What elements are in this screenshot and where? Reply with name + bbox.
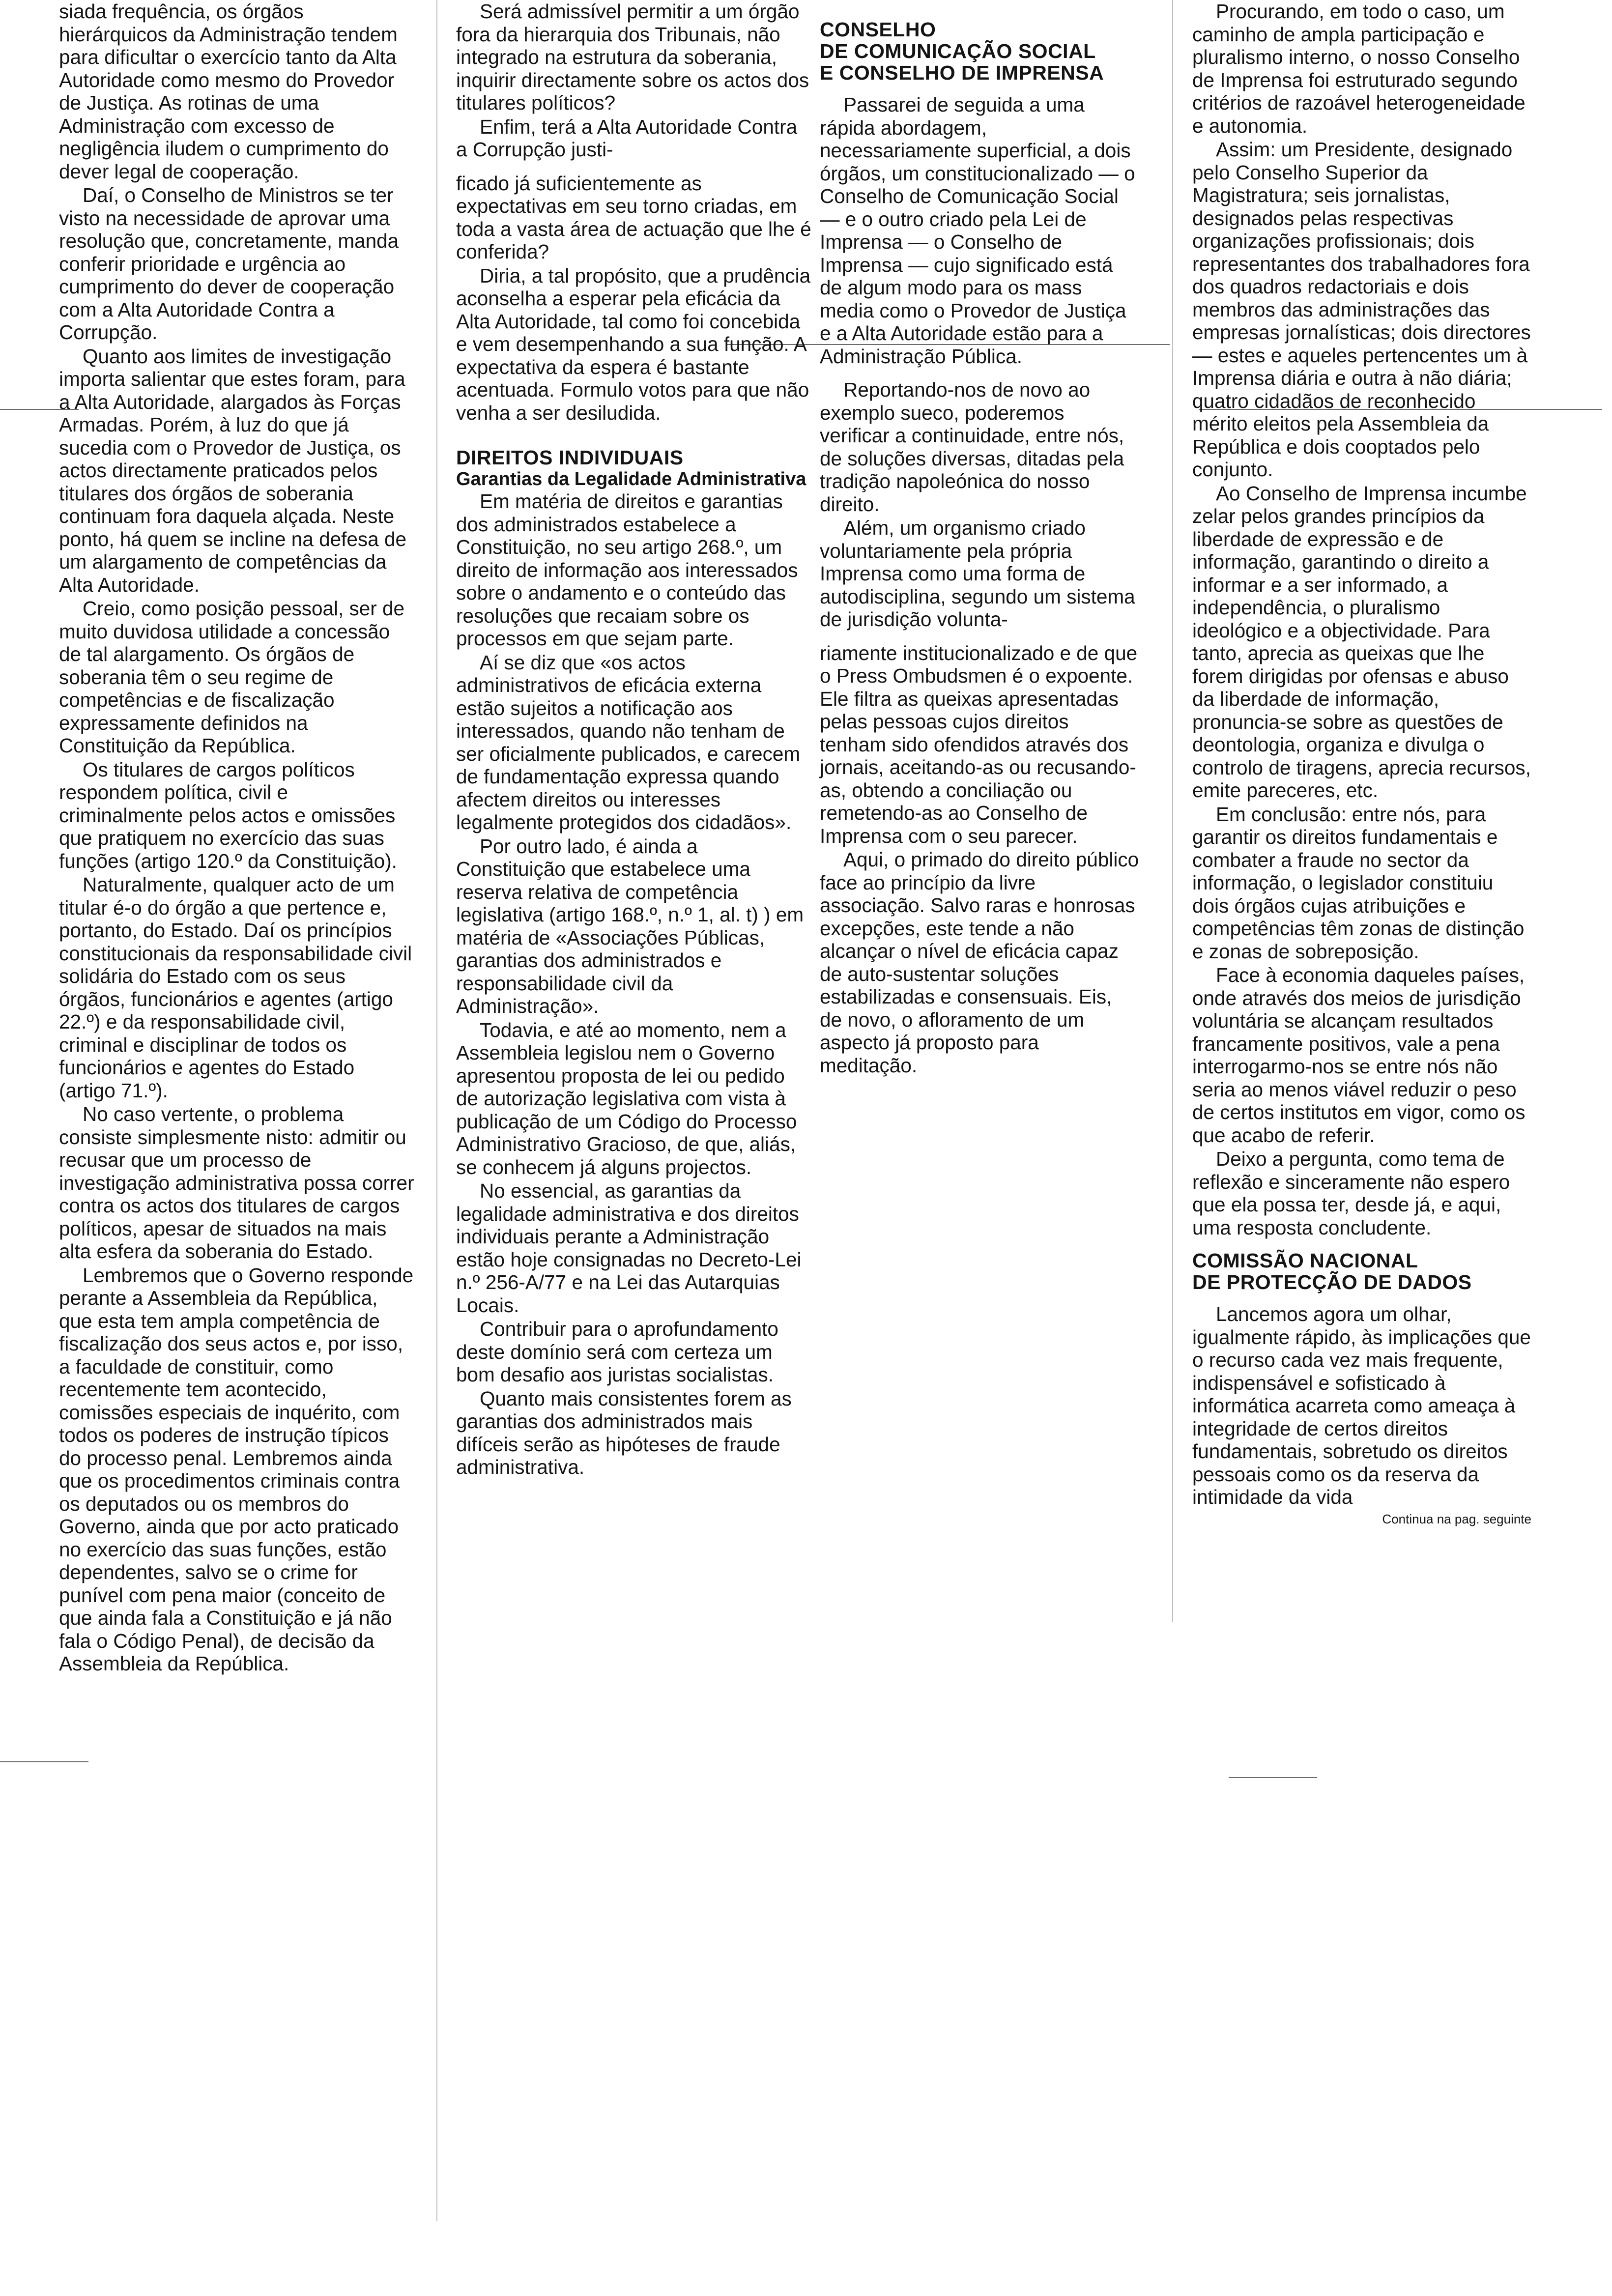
spacer	[456, 425, 812, 447]
paragraph: Além, um organismo criado voluntariamente pela própria Imprensa como uma forma de autodisciplina, segundo um sistema de jurisdição volunta-	[820, 517, 1135, 631]
paragraph: Ao Conselho de Imprensa incumbe zelar pelos grandes princípios da liberdade de expressão e de informação, garantindo o direito a informar e a ser informado, a independência, o pluralismo ideológico e a objectividade. Para tanto, aprecia as queixas que lhe forem dirigidas por ofensas e abuso da liberdade de informação, pronuncia-se sobre as questões de deontologia, organiza e divulga o controlo de tiragens, aprecia recursos, emite pareceres, etc.	[1192, 482, 1531, 802]
section-heading-direitos-individuais: DIREITOS INDIVIDUAIS	[456, 446, 684, 469]
paragraph: Todavia, e até ao momento, nem a Assembleia legislou nem o Governo apresentou proposta de lei ou pedido de autorização legislativa com vista à publicação de um Código do Processo Administrativo Gracioso, de que, aliás, se conhecem já alguns projectos.	[456, 1018, 797, 1178]
column-divider-3	[1172, 0, 1173, 1622]
paragraph: riamente institucionalizado e de que o Press Ombudsmen é o expoente. Ele filtra as queixas apresentadas pelas pessoas cujos direitos tenham sido ofendidos através dos jornais, aceitando-as ou recusando-as, obtendo a conciliação ou remetendo-as ao Conselho de Imprensa com o seu parecer.	[820, 641, 1138, 847]
section-heading-conselho: CONSELHO	[820, 18, 936, 41]
paragraph: Em conclusão: entre nós, para garantir os direitos fundamentais e combater a fraude no sector da informação, o legislador constituiu dois órgãos cujas atribuições e competências têm zonas de distinção e zonas de sobreposição.	[1192, 803, 1525, 963]
paragraph: Contribuir para o aprofundamento deste domínio será com certeza um bom desafio aos juristas socialistas.	[456, 1318, 778, 1386]
paragraph: Passarei de seguida a uma rápida abordagem, necessariamente superficial, a dois órgãos, um constitucionalizado — o Conselho de Comunicação Social — e o outro criado pela Lei de Imprensa — o Conselho de Imprensa — cujo significado está de algum modo para os mass media como o Provedor de Justiça e a Alta Autoridade estão para a Administração Pública.	[820, 93, 1135, 368]
spacer	[820, 84, 1139, 93]
spacer	[1192, 1293, 1531, 1303]
paragraph: Diria, a tal propósito, que a prudência aconselha a esperar pela eficácia da Alta Autoridade, tal como foi concebida e vem desempenhando a sua função. A expectativa da espera é bastante acentuada. Formulo votos para que não venha a ser desiludida.	[456, 264, 811, 424]
column-3	[820, 19, 1139, 1078]
spacer	[820, 632, 1139, 642]
paragraph: Face à economia daqueles países, onde através dos meios de jurisdição voluntária se alcançam resultados francamente positivos, vale a pena interrogarmo-nos se entre nós não seria ao menos viável reduzir o peso de certos institutos em vigor, como os que acabo de referir.	[1192, 964, 1526, 1147]
paragraph: Quanto mais consistentes forem as garantias dos administrados mais difíceis serão as hipóteses de fraude administrativa.	[456, 1387, 792, 1478]
column-1	[59, 0, 415, 1676]
column-divider-1	[436, 0, 437, 2221]
fold-line-lower-right	[1229, 1777, 1317, 1778]
section-subheading-garantias: Garantias da Legalidade Administrativa	[456, 469, 806, 489]
spacer	[1192, 1240, 1531, 1250]
paragraph: Reportando-nos de novo ao exemplo sueco, poderemos verificar a continuidade, entre nós, de soluções diversas, ditadas pela tradição napoleónica do nosso direito.	[820, 378, 1124, 516]
section-heading-conselho-imprensa: E CONSELHO DE IMPRENSA	[820, 61, 1104, 84]
paragraph: Procurando, em todo o caso, um caminho de ampla participação e pluralismo interno, o nosso Conselho de Imprensa foi estruturado segundo critérios de razoável heterogeneidade e autonomia.	[1192, 0, 1526, 137]
paragraph: Daí, o Conselho de Ministros se ter visto na necessidade de aprovar uma resolução que, concretamente, manda conferir prioridade e urgência ao cumprimento do dever de cooperação com a Alta Autoridade Contra a Corrupção.	[59, 184, 399, 344]
paragraph: No essencial, as garantias da legalidade administrativa e dos direitos individuais perante a Administração estão hoje consignadas no Decreto-Lei n.º 256-A/77 e na Lei das Autarquias Locais.	[456, 1179, 802, 1317]
paragraph: Por outro lado, é ainda a Constituição que estabelece uma reserva relativa de competência legislativa (artigo 168.º, n.º 1, al. t) ) em matéria de «Associações Públicas, garantias dos administrados e responsabilidade civil da Administração».	[456, 834, 804, 1017]
paragraph: No caso vertente, o problema consiste simplesmente nisto: admitir ou recusar que um processo de investigação administrativa possa correr contra os actos dos titulares de cargos políticos, apesar de situados na mais alta esfera da soberania do Estado.	[59, 1103, 414, 1263]
paragraph: Aí se diz que «os actos administrativos de eficácia externa estão sujeitos a notificação aos interessados, quando não tenham de ser oficialmente publicados, e carecem de fundamentação expressa quando afectem direitos ou interesses legalmente protegidos dos cidadãos».	[456, 651, 801, 833]
paragraph: Será admissível permitir a um órgão fora da hierarquia dos Tribunais, não integrado na estrutura da soberania, inquirir directamente sobre os actos dos titulares políticos?	[456, 0, 809, 114]
column-2	[456, 0, 812, 1480]
paragraph: Lembremos que o Governo responde perante a Assembleia da República, que esta tem ampla competência de fiscalização dos seus actos e, por isso, a faculdade de constituir, como recentemente tem acontecido, comissões especiais de inquérito, com todos os poderes de instrução típicos do processo penal. Lembremos ainda que os procedimentos criminais contra os deputados ou os membros do Governo, ainda que por acto praticado no exercício das suas funções, estão dependentes, salvo se o crime for punível com pena maior (conceito de que ainda fala a Constituição e já não fala o Código Penal), de decisão da Assembleia da República.	[59, 1263, 414, 1675]
paragraph: Naturalmente, qualquer acto de um titular é-o do órgão a que pertence e, portanto, do Estado. Daí os princípios constitucionais da responsabilidade civil solidária do Estado com os seus órgãos, funcionários e agentes (artigo 22.º) e da responsabilidade civil, criminal e disciplinar de todos os funcionários e agentes do Estado (artigo 71.º).	[59, 873, 412, 1102]
section-heading-comunicacao-social: DE COMUNICAÇÃO SOCIAL	[820, 40, 1096, 62]
paragraph: Aqui, o primado do direito público face ao princípio da livre associação. Salvo raras e honrosas excepções, este tende a não alcançar o nível de eficácia capaz de auto-sustentar soluções estabilizadas e consensuais. Eis, de novo, o afloramento de um aspecto já proposto para meditação.	[820, 848, 1139, 1077]
continued-note: Continua na pag. seguinte	[1382, 1511, 1531, 1526]
paragraph: Assim: um Presidente, designado pelo Conselho Superior da Magistratura; seis jornalistas, designados pelas respectivas organizações profissionais; dois representantes dos trabalhadores fora dos quadros redactoriais e dois membros das administrações das empresas jornalísticas; dois directores — estes e aqueles pertencentes um à Imprensa diária e outra à não diária; quatro cidadãos de reconhecido mérito eleitos pela Assembleia da República e dois cooptados pelo conjunto.	[1192, 138, 1531, 481]
paragraph: Creio, como posição pessoal, ser de muito duvidosa utilidade a concessão de tal alargamento. Os órgãos de soberania têm o seu regime de competências e de fiscalização expressamente definidos na Constituição da República.	[59, 597, 405, 757]
paragraph: Deixo a pergunta, como tema de reflexão e sinceramente não espero que ela possa ter, desde já, e aqui, uma resposta concludente.	[1192, 1148, 1510, 1239]
paragraph: Enfim, terá a Alta Autoridade Contra a Corrupção justi-	[456, 115, 798, 161]
fold-line-lower-left	[0, 1761, 88, 1762]
paragraph: Os titulares de cargos políticos respondem política, civil e criminalmente pelos actos e omissões que pratiquem no exercício das suas funções (artigo 120.º da Constituição).	[59, 758, 397, 872]
section-heading-proteccao-dados: DE PROTECÇÃO DE DADOS	[1192, 1271, 1472, 1293]
column-4	[1192, 0, 1531, 1526]
paragraph: siada frequência, os órgãos hierárquicos da Administração tendem para dificultar o exercício tanto da Alta Autoridade como mesmo do Provedor de Justiça. As rotinas de uma Administração com excesso de negligência iludem o cumprimento do dever legal de cooperação.	[59, 0, 398, 183]
paragraph: Em matéria de direitos e garantias dos administrados estabelece a Constituição, no seu artigo 268.º, um direito de informação aos interessados sobre o andamento e o conteúdo das resoluções que recaiam sobre os processos em que sejam parte.	[456, 490, 798, 650]
paragraph: Quanto aos limites de investigação importa salientar que estes foram, para a Alta Autoridade, alargados às Forças Armadas. Porém, à luz do que já sucedia com o Provedor de Justiça, os actos directamente praticados pelos titulares dos órgãos de soberania continuam fora daquela alçada. Neste ponto, há quem se incline na defesa de um alargamento de competências da Alta Autoridade.	[59, 344, 407, 596]
spacer	[820, 369, 1139, 378]
paragraph: Lancemos agora um olhar, igualmente rápido, às implicações que o recurso cada vez mais frequente, indispensável e sofisticado à informática acarreta como ameaça à integridade de certos direitos fundamentais, sobretudo os direitos pessoais como os da reserva da intimidade da vida	[1192, 1303, 1531, 1508]
spacer	[456, 162, 812, 172]
section-heading-comissao-nacional: COMISSÃO NACIONAL	[1192, 1249, 1418, 1272]
paragraph: ficado já suficientemente as expectativas em seu torno criadas, em toda a vasta área de actuação que lhe é conferida?	[456, 172, 811, 263]
